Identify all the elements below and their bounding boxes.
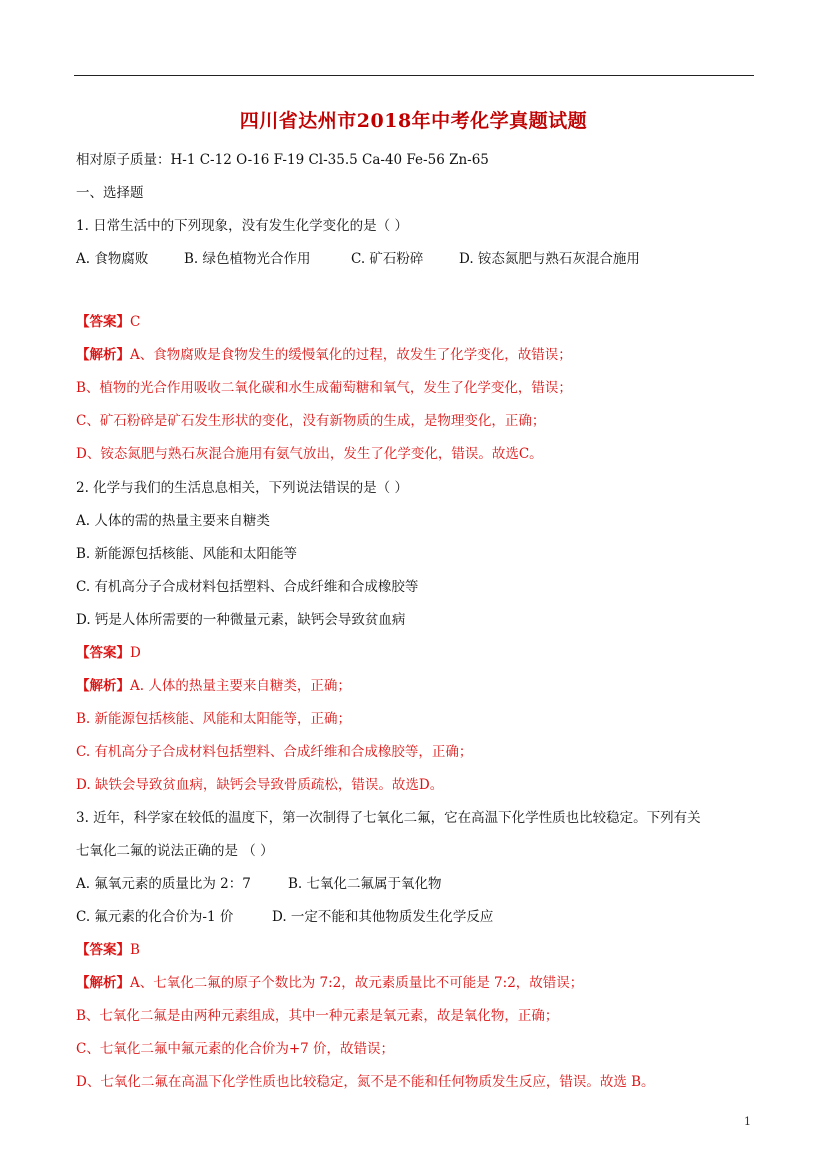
question-1-options	[76, 249, 640, 269]
answer-value: C	[130, 314, 141, 330]
option: D. 铵态氮肥与熟石灰混合施用	[459, 251, 640, 267]
option: B. 新能源包括核能、风能和太阳能等	[76, 546, 298, 562]
analysis-label: 【解析】	[76, 347, 130, 363]
option: C. 矿石粉碎	[351, 251, 424, 267]
question-2-stem: 2. 化学与我们的生活息息相关，下列说法错误的是（ ）	[76, 480, 408, 496]
question-3-options-ab	[76, 874, 442, 894]
option: A. 人体的需的热量主要来自糖类	[76, 513, 270, 529]
question-3-stem: 3. 近年，科学家在较低的温度下，第一次制得了七氧化二氟，它在高温下化学性质也比较稳定。下列有关	[76, 810, 701, 826]
analysis-text: C、七氧化二氟中氟元素的化合价为+7 价，故错误；	[76, 1041, 395, 1057]
question-2-analysis-line	[76, 676, 351, 696]
question-1-analysis-line	[76, 345, 572, 365]
analysis-text: A、七氧化二氟的原子个数比为 7:2，故元素质量比不可能是 7:2，故错误；	[130, 975, 584, 991]
analysis-text: B. 新能源包括核能、风能和太阳能等，正确；	[76, 711, 352, 727]
option: A. 氟氧元素的质量比为 2：7	[76, 876, 251, 892]
option: C. 有机高分子合成材料包括塑料、合成纤维和合成橡胶等	[76, 579, 419, 595]
option: C. 氟元素的化合价为-1 价	[76, 909, 234, 925]
question-2-answer	[76, 643, 141, 663]
header-rule	[74, 75, 754, 76]
question-3-options-cd	[76, 907, 493, 927]
page-number: 1	[744, 1115, 751, 1128]
option: B. 绿色植物光合作用	[184, 251, 311, 267]
analysis-label: 【解析】	[76, 975, 130, 991]
answer-label: 【答案】	[76, 645, 130, 661]
analysis-text: B、七氧化二氟是由两种元素组成，其中一种元素是氧元素，故是氧化物，正确；	[76, 1008, 559, 1024]
answer-label: 【答案】	[76, 314, 130, 330]
answer-value: B	[130, 942, 140, 958]
option: B. 七氧化二氟属于氧化物	[288, 876, 442, 892]
question-3-answer	[76, 940, 140, 960]
analysis-label: 【解析】	[76, 678, 130, 694]
analysis-text: D. 缺铁会导致贫血病，缺钙会导致骨质疏松，错误。故选D。	[76, 777, 444, 793]
analysis-text: C. 有机高分子合成材料包括塑料、合成纤维和合成橡胶等，正确；	[76, 744, 473, 760]
analysis-text: A. 人体的热量主要来自糖类，正确；	[130, 678, 351, 694]
answer-label: 【答案】	[76, 942, 130, 958]
analysis-text: A、食物腐败是食物发生的缓慢氧化的过程，故发生了化学变化，故错误；	[130, 347, 572, 363]
analysis-text: C、矿石粉碎是矿石发生形状的变化，没有新物质的生成，是物理变化，正确；	[76, 413, 546, 429]
answer-value: D	[130, 645, 141, 661]
option: D. 一定不能和其他物质发生化学反应	[272, 909, 494, 925]
analysis-text: D、铵态氮肥与熟石灰混合施用有氨气放出，发生了化学变化，错误。故选C。	[76, 446, 543, 462]
option: A. 食物腐败	[76, 251, 149, 267]
analysis-text: D、七氧化二氟在高温下化学性质也比较稳定，氮不是不能和任何物质发生反应，错误。故选 B。	[76, 1074, 655, 1090]
question-1-stem: 1. 日常生活中的下列现象，没有发生化学变化的是（ ）	[76, 218, 408, 234]
analysis-text: B、植物的光合作用吸收二氧化碳和水生成葡萄糖和氧气，发生了化学变化，错误；	[76, 380, 572, 396]
question-1-answer	[76, 312, 140, 332]
question-3-analysis-line	[76, 973, 583, 993]
section-heading: 一、选择题	[76, 185, 144, 201]
page-title: 四川省达州市2018年中考化学真题试题	[239, 110, 588, 132]
atomic-masses: 相对原子质量：H-1 C-12 O-16 F-19 Cl-35.5 Ca-40 Fe-56 Zn-65	[76, 152, 489, 168]
option: D. 钙是人体所需要的一种微量元素，缺钙会导致贫血病	[76, 612, 406, 628]
question-3-stem-cont: 七氧化二氟的说法正确的是 （ ）	[76, 843, 274, 859]
